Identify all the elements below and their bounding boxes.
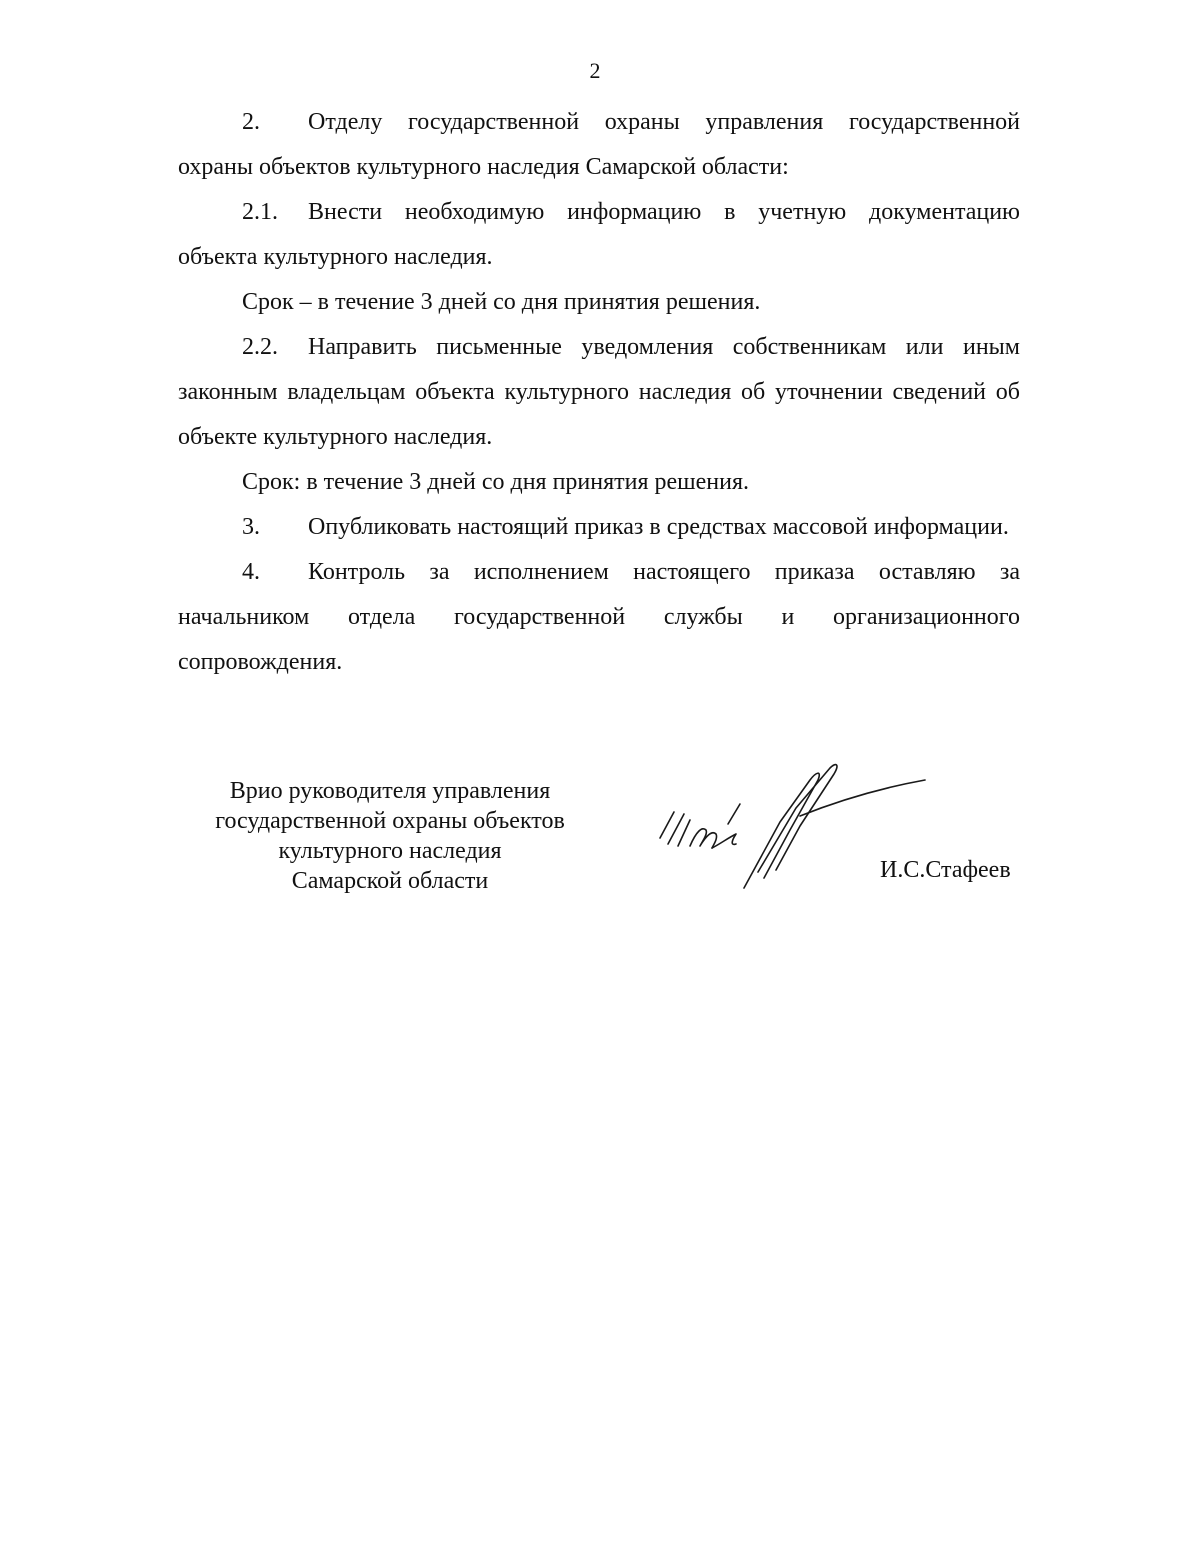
paragraph-text: Внести необходимую информацию в учетную документацию объекта культурного наследия.: [178, 199, 1020, 270]
paragraph-text: Срок: в течение 3 дней со дня принятия решения.: [242, 469, 750, 495]
paragraph-text: Отделу государственной охраны управления государственной охраны объектов культурного наследия Самарской области:: [178, 109, 1020, 180]
position-line: Самарской области: [291, 868, 489, 894]
position-line: культурного наследия: [278, 838, 502, 864]
paragraph-number: 4.: [242, 559, 260, 585]
paragraph-text: Опубликовать настоящий приказ в средствах массовой информации.: [308, 514, 1009, 540]
paragraph-4: [178, 550, 1020, 685]
paragraph-number: 2.2.: [242, 334, 278, 360]
page-number: 2: [589, 58, 601, 83]
paragraph-deadline-1: [178, 280, 1020, 325]
position-line: Врио руководителя управления: [229, 778, 551, 804]
document-body: [178, 100, 1020, 685]
paragraph-3: [178, 505, 1020, 550]
paragraph-text: Срок – в течение 3 дней со дня принятия решения.: [242, 289, 761, 315]
signer-name: И.С.Стафеев: [880, 857, 1011, 883]
paragraph-2-1: [178, 190, 1020, 280]
paragraph-text: Направить письменные уведомления собственникам или иным законным владельцам объекта культурного наследия об уточнении сведений об объекте культурного наследия.: [178, 334, 1020, 450]
paragraph-2: [178, 100, 1020, 190]
position-line: государственной охраны объектов: [215, 808, 565, 834]
paragraph-number: 2.1.: [242, 199, 278, 225]
paragraph-number: 2.: [242, 109, 260, 135]
paragraph-deadline-2: [178, 460, 1020, 505]
paragraph-text: Контроль за исполнением настоящего приказа оставляю за начальником отдела государственной службы и организационного сопровождения.: [178, 559, 1020, 675]
paragraph-2-2: [178, 325, 1020, 460]
signatory-position: [180, 776, 600, 896]
paragraph-number: 3.: [242, 514, 260, 540]
